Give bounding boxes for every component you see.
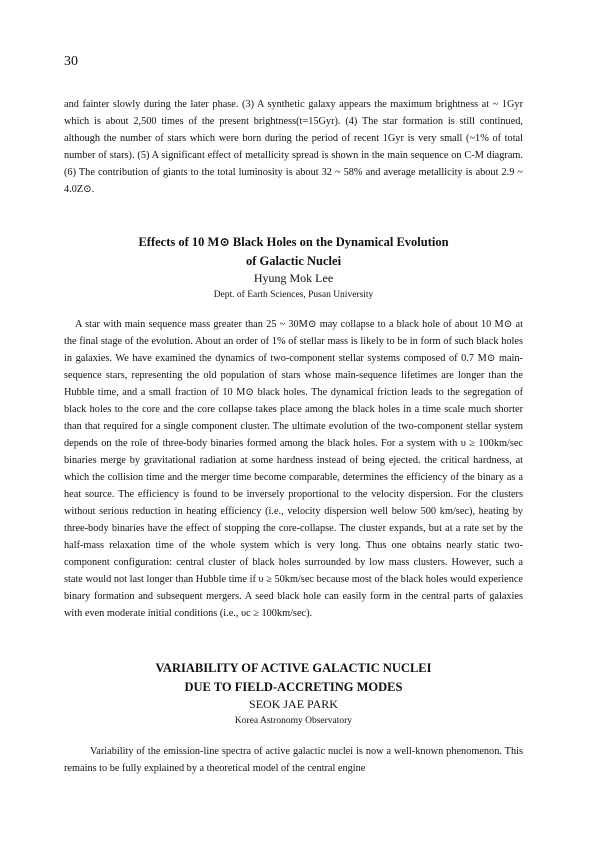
article1-title-line1: Effects of 10 M⊙ Black Holes on the Dynamical Evolution bbox=[138, 235, 449, 249]
article2-title-line1: VARIABILITY OF ACTIVE GALACTIC NUCLEI bbox=[155, 661, 432, 675]
article2-title-line2: DUE TO FIELD-ACCRETING MODES bbox=[184, 680, 403, 694]
article2-affiliation: Korea Astronomy Observatory bbox=[234, 716, 353, 726]
intro-paragraph: and fainter slowly during the later phase. (3) A synthetic galaxy appears the maximum brightness at ~ 1Gyr which is about 2,500 times of the present brightness(t=15Gyr). (4) The star formation is still continued, although the number of stars which were born during the period of recent 1Gyr is very small (~1% of total number of stars). (5) A significant effect of metallicity spread is shown in the main sequence on C-M diagram. (6) The contribution of giants to the total luminosity is about 32 ~ 58% and average metallicity is about 2.9 ~ 4.0Z⊙. bbox=[64, 99, 523, 195]
article2-author: SEOK JAE PARK bbox=[249, 697, 338, 711]
article1-title-line2: of Galactic Nuclei bbox=[245, 254, 342, 268]
page-number: 30 bbox=[64, 54, 78, 69]
article1-author: Hyung Mok Lee bbox=[253, 271, 334, 285]
article2-abstract: Variability of the emission-line spectra of active galactic nuclei is now a well-known phenomenon. This remains to be fully explained by a theoretical model of the central engine bbox=[64, 746, 523, 774]
article1-abstract: A star with main sequence mass greater than 25 ~ 30M⊙ may collapse to a black hole of about 10 M⊙ at the final stage of the evolution. About an order of 1% of stellar mass is likely to be in form of such black holes in galaxies. We have examined the dynamics of two-component stellar systems composed of 0.7 M⊙ main-sequence stars, representing the old population of stars whose main-sequence lifetimes are longer than the Hubble time, and a small fraction of 10 M⊙ black holes. The dynamical friction leads to the segregation of black holes to the core and the core collapse takes place among the black holes in a time scale much shorter than that required for a single component cluster. The ultimate evolution of the two-component stellar system depends on the role of three-body binaries formed among the black holes. For a system with υ ≥ 100km/sec binaries merge by gravitational radiation at some hardness instead of being ejected. the critical hardness, at which the collision time and the merger time become comparable, determines the efficiency of the binary as a heat source. The efficiency is found to be inversely proportional to the velocity dispersion. For the clusters without serious reduction in heating efficiency (i.e., velocity dispersion well below 500 km/sec), heating by three-body binaries have the effect of stopping the core-collapse. The cluster expands, but at a rate set by the half-mass relaxation time of the whole system which is very long. Thus one obtains nearly static two-component configuration: central cluster of black holes surrounded by low mass clusters. However, such a state would not last longer than Hubble time if υ ≥ 50km/sec because most of the black holes would experience binary formation and subsequent mergers. A seed black hole can easily form in the central parts of galaxies with even moderate initial conditions (i.e., υc ≥ 100km/sec). bbox=[64, 319, 523, 619]
article1-affiliation: Dept. of Earth Sciences, Pusan University bbox=[213, 290, 374, 300]
